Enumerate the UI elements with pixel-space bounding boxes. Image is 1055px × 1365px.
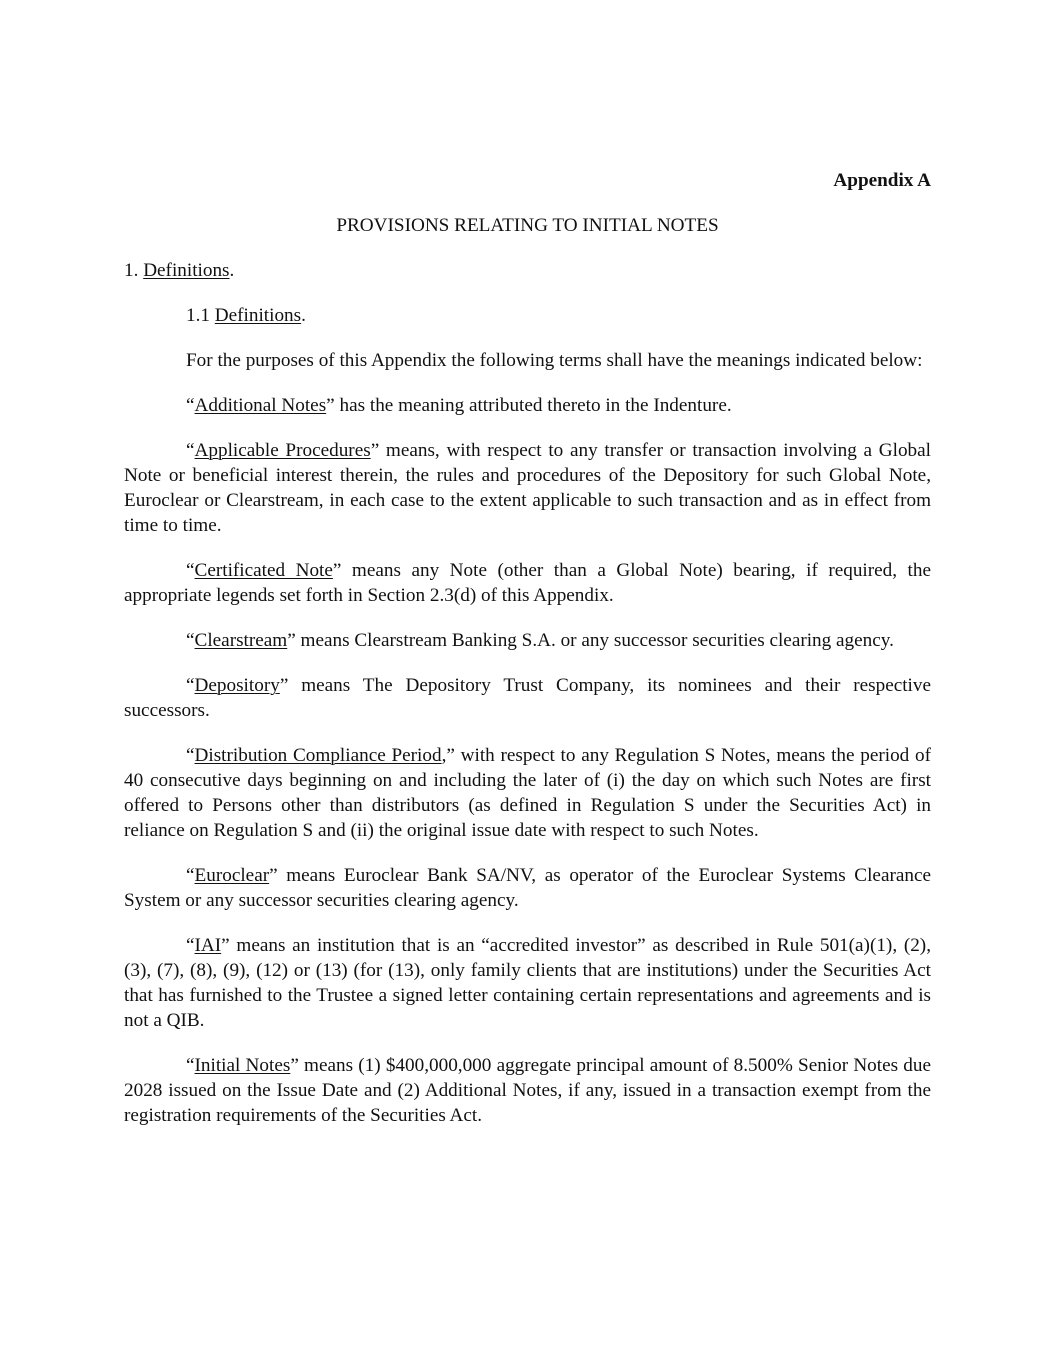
definition-text: ” has the meaning attributed thereto in the Indenture. xyxy=(326,395,732,416)
defined-term: Distribution Compliance Period xyxy=(194,745,442,766)
definition-depository xyxy=(124,673,931,723)
definition-iai xyxy=(124,933,931,1033)
defined-term: Euroclear xyxy=(194,865,270,886)
open-quote: “ xyxy=(186,745,195,766)
subsection-period: . xyxy=(301,305,306,326)
open-quote: “ xyxy=(186,675,195,696)
definition-distribution-compliance-period xyxy=(124,743,931,843)
open-quote: “ xyxy=(186,935,195,956)
section-number: 1. xyxy=(124,260,144,281)
intro-paragraph: For the purposes of this Appendix the following terms shall have the meanings indicated below: xyxy=(186,350,923,371)
definition-text: ” means The Depository Trust Company, its nominees and their respective successors. xyxy=(124,675,931,721)
definition-text: ” means any Note (other than a Global Note) bearing, if required, the appropriate legends set forth in Section 2.3(d) of this Appendix. xyxy=(124,560,932,606)
defined-term: Initial Notes xyxy=(194,1055,291,1076)
definition-euroclear xyxy=(124,863,931,913)
subsection-title: Definitions xyxy=(214,305,302,326)
open-quote: “ xyxy=(186,440,195,461)
definition-certificated-note xyxy=(124,558,931,608)
section-title: Definitions xyxy=(143,260,230,281)
open-quote: “ xyxy=(186,1055,195,1076)
defined-term: Certificated Note xyxy=(194,560,333,581)
definition-additional-notes xyxy=(124,393,931,418)
definition-text: ” means (1) $400,000,000 aggregate principal amount of 8.500% Senior Notes due 2028 issued on the Issue Date and (2) Additional Notes, if any, issued in a transaction exempt from the registration requirements of the Securities Act. xyxy=(124,1055,931,1126)
open-quote: “ xyxy=(186,630,195,651)
document-heading: PROVISIONS RELATING TO INITIAL NOTES xyxy=(336,215,719,236)
subsection-heading xyxy=(124,303,931,328)
definition-text: ” means Euroclear Bank SA/NV, as operator of the Euroclear Systems Clearance System or any successor securities clearing agency. xyxy=(124,865,931,911)
section-period: . xyxy=(229,260,235,281)
definition-text: ,” with respect to any Regulation S Notes, means the period of 40 consecutive days beginning on and including the later of (i) the day on which such Notes are first offered to Persons other than distributors (as defined in Regulation S under the Securities Act) in reliance on Regulation S and (ii) the original issue date with respect to such Notes. xyxy=(124,745,931,841)
open-quote: “ xyxy=(186,560,195,581)
defined-term: IAI xyxy=(194,935,222,956)
definition-text: ” means, with respect to any transfer or transaction involving a Global Note or beneficial interest therein, the rules and procedures of the Depository for such Global Note, Euroclear or Clearstream, in each case to the extent applicable to such transaction and as in effect from time to time. xyxy=(124,440,932,536)
definition-text: ” means Clearstream Banking S.A. or any successor securities clearing agency. xyxy=(287,630,894,651)
defined-term: Applicable Procedures xyxy=(194,440,371,461)
document-page xyxy=(124,168,931,1128)
defined-term: Additional Notes xyxy=(194,395,327,416)
subsection-number: 1.1 xyxy=(186,305,215,326)
open-quote: “ xyxy=(186,865,195,886)
defined-term: Clearstream xyxy=(194,630,288,651)
appendix-label: Appendix A xyxy=(833,170,931,191)
open-quote: “ xyxy=(186,395,195,416)
definition-initial-notes xyxy=(124,1053,931,1128)
defined-term: Depository xyxy=(194,675,280,696)
definition-text: ” means an institution that is an “accredited investor” as described in Rule 501(a)(1), (2), (3), (7), (8), (9), (12) or (13) (for (13), only family clients that are institutions) under the Securities Act that has furnished to the Trustee a signed letter containing certain representations and agreements and is not a QIB. xyxy=(124,935,931,1031)
definition-clearstream xyxy=(124,628,931,653)
definition-applicable-procedures xyxy=(124,438,931,538)
section-heading xyxy=(124,258,931,283)
